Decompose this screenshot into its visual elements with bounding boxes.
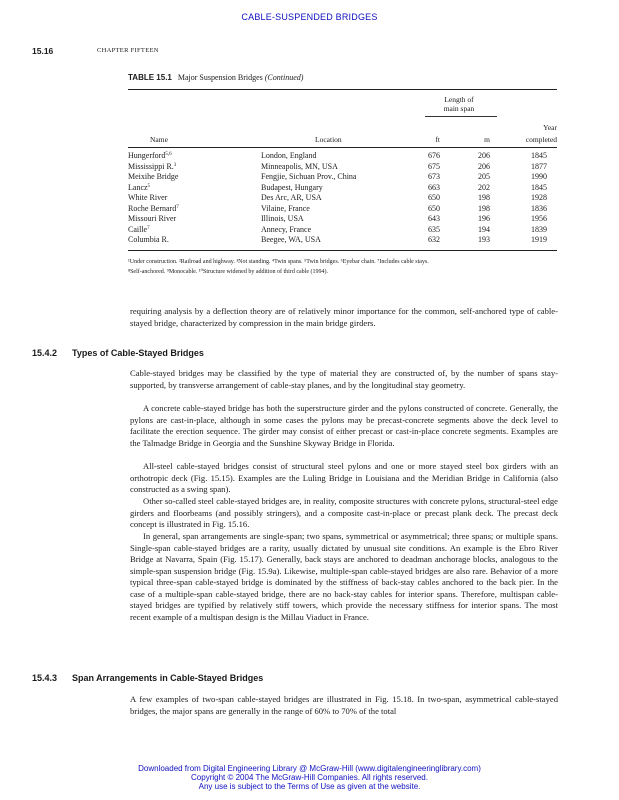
header-name: Name <box>150 135 168 144</box>
header-ft: ft <box>435 135 440 144</box>
header-span-line2: main span <box>443 104 475 113</box>
cell-m: 205 <box>478 172 490 181</box>
section-number: 15.4.3 <box>32 673 58 683</box>
cell-location: Vilaine, France <box>261 203 310 213</box>
header-span-group <box>430 95 488 113</box>
page-number: 15.16 <box>32 46 54 56</box>
table-row <box>128 235 557 245</box>
cell-name: Caille$^7$ <box>128 224 150 234</box>
table-title <box>128 73 303 82</box>
paragraph-span-types: In general, span arrangements are single-span; two spans, symmetrical or asymmetrical; three spans; or multiple spans. Single-span cable-stayed bridges are a rarity, usually dictated by unusual site conditions. An example is the Ebro River Bridge at Navarra, Spain (Fig. 15.17). Generally, back stays are anchored to deadman anchorage blocks, analogous to the simple-span suspension bridge (Fig. 15.9a). Likewise, multiple-span cable-stayed bridges are also rare. Behavior of a more typical three-span cable-stayed bridge is dominated by the stiffness of back-stay cables anchored to the back pier. In the case of a multiple-span cable-stayed bridge, there are no back-stay cables for interior spans. Therefore, multispan cable-stayed bridges are typified by relatively stiff towers, which provide the necessary stiffness for interior spans. The most recent example of a multispan design is the Millau Viaduct in France. <box>130 531 558 622</box>
cell-m: 198 <box>478 193 490 202</box>
footer-copyright: Copyright © 2004 The McGraw-Hill Companies. All rights reserved. <box>191 773 428 782</box>
header-location: Location <box>315 135 342 144</box>
running-head: CABLE-SUSPENDED BRIDGES <box>241 12 378 22</box>
table-row <box>128 193 557 203</box>
cell-year: 1877 <box>531 161 547 171</box>
cell-year: 1919 <box>531 235 547 244</box>
cell-ft: 643 <box>428 214 440 223</box>
cell-location: Beegee, WA, USA <box>261 235 321 244</box>
table-row <box>128 151 557 161</box>
cell-ft: 673 <box>428 172 440 181</box>
cell-ft: 663 <box>428 182 440 192</box>
cell-ft: 632 <box>428 235 440 244</box>
cell-ft: 650 <box>428 203 440 213</box>
paragraph-composite: Other so-called steel cable-stayed bridges are, in reality, composite structures with concrete pylons, structural-steel edge girders and floorbeams (and possibly stringers), and a composite cast-in-place or precast plank deck. The precast deck concept is illustrated in Fig. 15.16. <box>130 496 558 530</box>
footer-download-link[interactable]: Downloaded from Digital Engineering Library @ McGraw-Hill (www.digitalengineeringlibrary.com) <box>138 764 481 773</box>
table-row <box>128 225 557 235</box>
cell-m: 194 <box>478 224 490 234</box>
table-row <box>128 172 557 182</box>
cell-m: 196 <box>478 214 490 223</box>
table-top-rule <box>128 89 557 90</box>
intro-paragraph: requiring analysis by a deflection theory are of relatively minor importance for the common, self-anchored type of cable-stayed bridge, characterized by compression in the main bridge girders. <box>130 306 558 328</box>
span-header-underline <box>425 116 497 117</box>
paragraph-concrete: A concrete cable-stayed bridge has both the superstructure girder and the pylons constructed of concrete. Generally, the pylons are cast-in-place, although in some cases the pylons may be precast-concrete segments above the deck level to facilitate the erection sequence. The girder may consist of either precast or cast-in-place concrete segments. Examples are the Talmadge Bridge in Georgia and the Sunshine Skyway Bridge in Florida. <box>130 403 558 448</box>
cell-ft: 635 <box>428 224 440 234</box>
cell-m: 198 <box>478 203 490 213</box>
section-heading-15-4-3 <box>32 673 263 683</box>
cell-ft: 675 <box>428 161 440 171</box>
table-continued: (Continued) <box>264 73 304 82</box>
table-row <box>128 214 557 224</box>
cell-name: Roche Bernard$^7$ <box>128 203 179 213</box>
cell-year: 1990 <box>531 172 547 181</box>
cell-ft: 650 <box>428 193 440 202</box>
cell-location: Fengjie, Sichuan Prov., China <box>261 172 357 181</box>
cell-year: 1845 <box>531 151 547 160</box>
cell-location: Budapest, Hungary <box>261 182 323 192</box>
cell-name: Lancz$^5$ <box>128 182 151 192</box>
cell-m: 206 <box>478 151 490 160</box>
cell-location: Minneapolis, MN, USA <box>261 161 338 171</box>
cell-name: Hungerford$^{5,6}$ <box>128 151 172 160</box>
cell-location: London, England <box>261 151 317 160</box>
header-year: Year <box>543 123 557 132</box>
cell-name: Meixihe Bridge <box>128 172 179 181</box>
cell-m: 206 <box>478 161 490 171</box>
cell-year: 1845 <box>531 182 547 192</box>
header-completed: completed <box>525 135 557 144</box>
cell-ft: 676 <box>428 151 440 160</box>
table-row <box>128 162 557 172</box>
cell-name: Mississippi R.$^3$ <box>128 161 177 171</box>
cell-name: Missouri River <box>128 214 177 223</box>
table-footnote-2: ⁸Self-anchored. ⁹Monocable. ¹⁰Structure widened by addition of third cable (1994). <box>128 269 328 275</box>
chapter-label: CHAPTER FIFTEEN <box>97 47 159 54</box>
table-row <box>128 204 557 214</box>
footer-terms[interactable]: Any use is subject to the Terms of Use as given at the website. <box>198 782 421 791</box>
table-bottom-rule <box>128 250 557 251</box>
cell-name: White River <box>128 193 168 202</box>
paragraph-two-span: A few examples of two-span cable-stayed bridges are illustrated in Fig. 15.18. In two-span, asymmetrical cable-stayed bridges, the major spans are generally in the range of 60% to 70% of the total <box>130 694 558 716</box>
table-caption: Major Suspension Bridges <box>177 73 263 82</box>
section-heading-15-4-2 <box>32 348 204 358</box>
table-label: TABLE 15.1 <box>128 73 172 82</box>
section-title: Types of Cable-Stayed Bridges <box>72 348 204 358</box>
cell-location: Annecy, France <box>261 224 312 234</box>
cell-year: 1956 <box>531 214 547 223</box>
header-span-line1: Length of <box>444 95 474 104</box>
cell-name: Columbia R. <box>128 235 169 244</box>
table-footnote-1: ¹Under construction. ²Railroad and highway. ³Not standing. ⁴Twin spans. ⁵Twin bridges. ⁶Eyebar chain. ⁷Includes cable stays. <box>128 259 429 265</box>
cell-m: 193 <box>478 235 490 244</box>
table-header-rule <box>128 147 557 148</box>
paragraph-classification: Cable-stayed bridges may be classified by the type of material they are constructed of, by the number of spans stay-supported, by transverse arrangement of cable-stay planes, and by the longitudinal stay geometry. <box>130 368 558 390</box>
section-title: Span Arrangements in Cable-Stayed Bridges <box>72 673 264 683</box>
cell-m: 202 <box>478 182 490 192</box>
paragraph-all-steel: All-steel cable-stayed bridges consist of structural steel pylons and one or more stayed steel box girders with an orthotropic deck (Fig. 15.15). Examples are the Luling Bridge in Louisiana and the Meridian Bridge in California (also constructed as a swing span). <box>130 461 558 495</box>
cell-location: Illinois, USA <box>261 214 304 223</box>
header-m: m <box>484 135 490 144</box>
cell-year: 1836 <box>531 203 547 213</box>
cell-year: 1928 <box>531 193 547 202</box>
table-row <box>128 183 557 193</box>
cell-location: Des Arc, AR, USA <box>261 193 322 202</box>
section-number: 15.4.2 <box>32 348 58 358</box>
cell-year: 1839 <box>531 224 547 234</box>
